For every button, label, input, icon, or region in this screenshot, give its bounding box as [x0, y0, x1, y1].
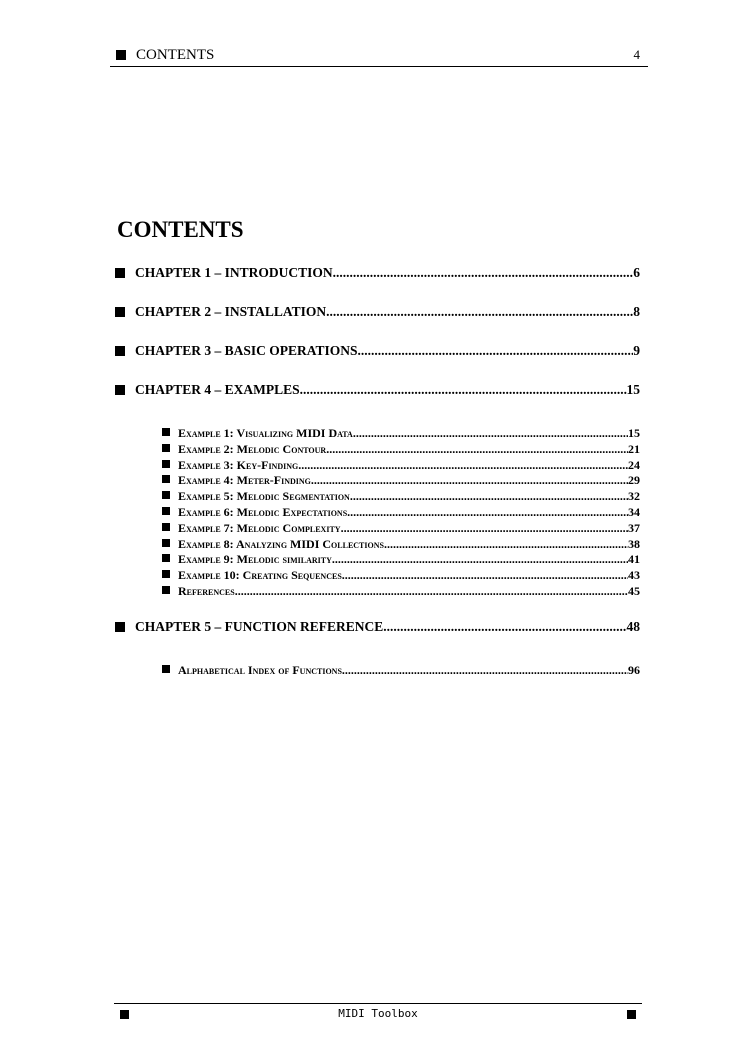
toc-page-number: 24	[628, 457, 640, 472]
dot-leader	[347, 505, 628, 521]
chapter-4-subsections	[162, 426, 640, 600]
toc-chapter-label: CHAPTER 1 – INTRODUCTION	[135, 265, 333, 280]
footer-title: MIDI Toolbox	[338, 1007, 418, 1020]
toc-item-label: References	[178, 583, 235, 598]
toc-chapter-label: CHAPTER 4 – EXAMPLES	[135, 382, 300, 397]
toc-chapter-label: CHAPTER 5 – FUNCTION REFERENCE	[135, 618, 384, 634]
toc-page-number: 37	[628, 520, 640, 535]
dot-leader	[358, 343, 634, 359]
square-bullet-icon	[115, 307, 125, 317]
dot-leader	[326, 304, 633, 320]
page-header	[110, 46, 648, 67]
toc-item-label: Example 4: Meter-Finding	[178, 473, 311, 488]
square-bullet-icon	[162, 554, 170, 562]
header-page-number: 4	[633, 47, 640, 62]
square-bullet-icon	[162, 523, 170, 531]
dot-leader	[333, 265, 634, 281]
toc-item-example-2[interactable]	[162, 442, 640, 458]
toc-page-number: 9	[633, 343, 640, 358]
dot-leader	[311, 473, 628, 489]
toc-chapter-5[interactable]	[115, 619, 640, 639]
dot-leader	[332, 552, 628, 568]
square-bullet-icon	[115, 385, 125, 395]
square-bullet-icon	[162, 491, 170, 499]
toc-item-example-8[interactable]	[162, 537, 640, 553]
toc-page-number: 15	[626, 382, 640, 397]
toc-item-example-10[interactable]	[162, 568, 640, 584]
dot-leader	[350, 489, 628, 505]
header-title: CONTENTS	[136, 47, 215, 63]
square-bullet-icon	[627, 1010, 636, 1019]
toc-chapter-1[interactable]	[115, 265, 640, 285]
toc-item-label: Example 9: Melodic similarity	[178, 552, 332, 567]
square-bullet-icon	[115, 346, 125, 356]
toc-page-number: 21	[628, 441, 640, 456]
toc-page-number: 48	[626, 618, 640, 634]
dot-leader	[300, 382, 627, 398]
square-bullet-icon	[162, 428, 170, 436]
dot-leader	[342, 568, 628, 584]
toc-item-label: Example 2: Melodic Contour	[178, 441, 327, 456]
toc-chapter-label: CHAPTER 3 – BASIC OPERATIONS	[135, 343, 358, 358]
dot-leader	[384, 537, 628, 553]
dot-leader	[383, 619, 626, 635]
toc-page-number: 29	[628, 473, 640, 488]
toc-item-label: Alphabetical Index of Functions	[178, 662, 342, 677]
toc-item-example-9[interactable]	[162, 552, 640, 568]
toc-item-references[interactable]	[162, 584, 640, 600]
toc-item-example-4[interactable]	[162, 473, 640, 489]
toc-page-number: 96	[628, 662, 640, 677]
toc-item-label: Example 5: Melodic Segmentation	[178, 489, 350, 504]
toc-item-example-7[interactable]	[162, 521, 640, 537]
dot-leader	[235, 584, 628, 600]
dot-leader	[341, 521, 628, 537]
square-bullet-icon	[115, 622, 125, 632]
dot-leader	[298, 458, 628, 474]
square-bullet-icon	[162, 665, 170, 673]
page-footer	[114, 1003, 642, 1026]
toc-item-label: Example 8: Analyzing MIDI Collections	[178, 536, 384, 551]
square-bullet-icon	[162, 444, 170, 452]
toc-item-label: Example 1: Visualizing MIDI Data	[178, 426, 353, 440]
square-bullet-icon	[115, 268, 125, 278]
toc-chapter-2[interactable]	[115, 304, 640, 324]
toc-item-example-5[interactable]	[162, 489, 640, 505]
toc-page-number: 8	[633, 304, 640, 319]
toc-page-number: 43	[628, 568, 640, 583]
toc-page-number: 41	[628, 552, 640, 567]
table-of-contents	[115, 265, 640, 698]
toc-chapter-label: CHAPTER 2 – INSTALLATION	[135, 304, 327, 319]
square-bullet-icon	[162, 475, 170, 483]
toc-item-example-6[interactable]	[162, 505, 640, 521]
dot-leader	[353, 426, 628, 442]
toc-page-number: 34	[628, 504, 640, 519]
square-bullet-icon	[162, 507, 170, 515]
page-title: CONTENTS	[117, 217, 244, 242]
toc-item-example-3[interactable]	[162, 458, 640, 474]
square-bullet-icon	[162, 570, 170, 578]
toc-item-label: Example 7: Melodic Complexity	[178, 520, 341, 535]
toc-item-example-1[interactable]	[162, 426, 640, 442]
toc-item-label: Example 6: Melodic Expectations	[178, 504, 348, 519]
toc-item-label: Example 3: Key-Finding	[178, 457, 299, 472]
toc-page-number: 15	[628, 426, 640, 440]
toc-page-number: 6	[633, 265, 640, 280]
toc-item-label: Example 10: Creating Sequences	[178, 568, 342, 583]
dot-leader	[342, 663, 628, 679]
toc-page-number: 45	[628, 583, 640, 598]
square-bullet-icon	[162, 539, 170, 547]
toc-chapter-4[interactable]	[115, 382, 640, 402]
square-bullet-icon	[162, 586, 170, 594]
chapter-5-subsections	[162, 663, 640, 679]
dot-leader	[326, 442, 628, 458]
toc-page-number: 38	[628, 536, 640, 551]
square-bullet-icon	[116, 50, 126, 60]
square-bullet-icon	[162, 460, 170, 468]
toc-page-number: 32	[628, 489, 640, 504]
toc-item-alphabetical-index[interactable]	[162, 663, 640, 679]
toc-chapter-3[interactable]	[115, 343, 640, 363]
